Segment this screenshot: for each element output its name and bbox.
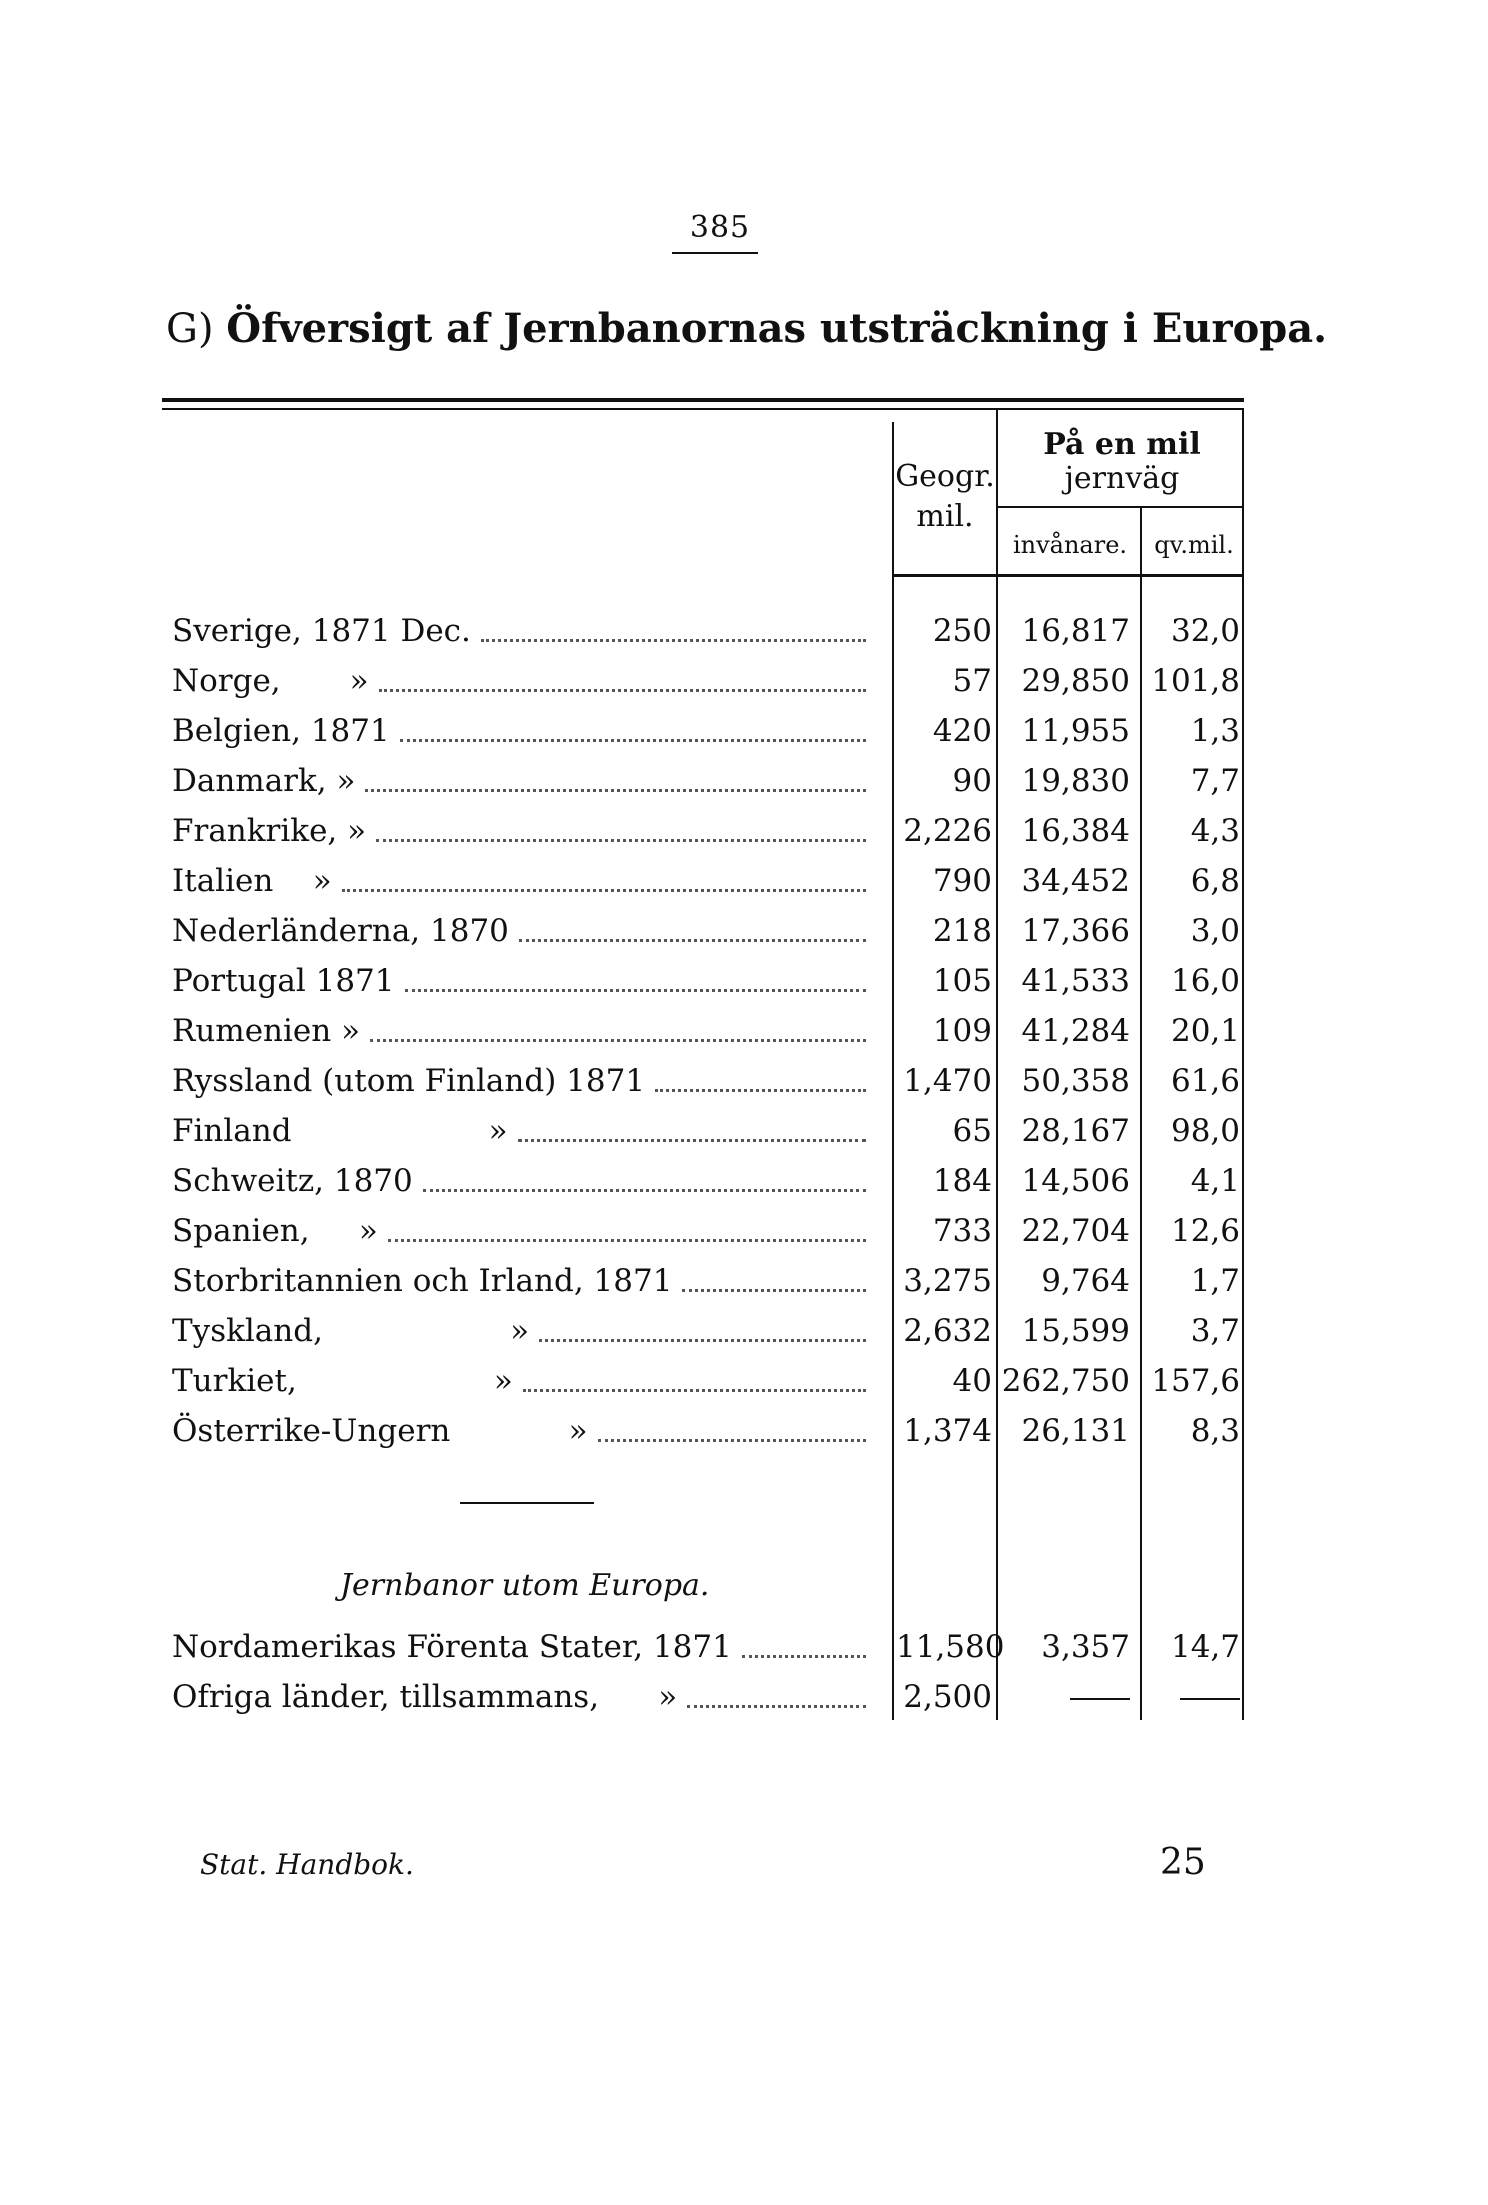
table-row bbox=[0, 906, 1488, 956]
leader-dots bbox=[370, 1039, 866, 1042]
sq-miles-value: 16,0 bbox=[1170, 963, 1240, 999]
leader-dots bbox=[379, 689, 866, 692]
sq-miles-value: 20,1 bbox=[1170, 1013, 1240, 1049]
area-value: 218 bbox=[932, 913, 992, 949]
table-row bbox=[0, 1056, 1488, 1106]
footer-source: Stat. Handbok. bbox=[200, 1848, 414, 1881]
leader-dots bbox=[682, 1289, 866, 1292]
table-row bbox=[0, 606, 1488, 656]
header-area-line1: Geogr. bbox=[895, 459, 995, 494]
leader-dots bbox=[519, 939, 866, 942]
area-value: 250 bbox=[932, 613, 992, 649]
country-name: Portugal 1871 bbox=[172, 963, 395, 999]
area-value: 2,226 bbox=[903, 813, 992, 849]
area-value: 11,580 bbox=[896, 1629, 1005, 1665]
sq-miles-value: 61,6 bbox=[1170, 1063, 1240, 1099]
country-name: Ryssland (utom Finland) 1871 bbox=[172, 1063, 646, 1099]
table-row bbox=[0, 1006, 1488, 1056]
table-row bbox=[0, 1306, 1488, 1356]
sq-miles-value: 6,8 bbox=[1190, 863, 1240, 899]
country-name: Ofriga länder, tillsammans, » bbox=[172, 1679, 678, 1715]
table-row bbox=[0, 656, 1488, 706]
header-area-line2: mil. bbox=[916, 499, 974, 534]
sq-miles-value: 4,1 bbox=[1190, 1163, 1240, 1199]
inhabitants-value: 41,284 bbox=[1021, 1013, 1130, 1049]
leader-dots bbox=[742, 1655, 866, 1658]
country-name: Finland » bbox=[172, 1113, 508, 1149]
sq-miles-value: 98,0 bbox=[1170, 1113, 1240, 1149]
area-value: 57 bbox=[952, 663, 992, 699]
inhabitants-value: 26,131 bbox=[1021, 1413, 1130, 1449]
area-value: 1,374 bbox=[903, 1413, 992, 1449]
table-row bbox=[0, 706, 1488, 756]
area-value: 65 bbox=[952, 1113, 992, 1149]
table-row bbox=[0, 1206, 1488, 1256]
leader-dots bbox=[388, 1239, 866, 1242]
leader-dots bbox=[481, 639, 866, 642]
inhabitants-value: 28,167 bbox=[1021, 1113, 1130, 1149]
country-name: Schweitz, 1870 bbox=[172, 1163, 413, 1199]
sq-miles-value: 8,3 bbox=[1190, 1413, 1240, 1449]
header-per-mile-line1: På en mil bbox=[1043, 427, 1201, 462]
inhabitants-value: 29,850 bbox=[1021, 663, 1130, 699]
header-subrule bbox=[998, 506, 1244, 508]
table-row bbox=[0, 806, 1488, 856]
inhabitants-value: 34,452 bbox=[1021, 863, 1130, 899]
inhabitants-value: 15,599 bbox=[1021, 1313, 1130, 1349]
area-value: 2,632 bbox=[903, 1313, 992, 1349]
country-name: Nordamerikas Förenta Stater, 1871 bbox=[172, 1629, 732, 1665]
top-rule-thin bbox=[162, 408, 1244, 410]
area-value: 733 bbox=[932, 1213, 992, 1249]
inhabitants-value: 9,764 bbox=[1041, 1263, 1130, 1299]
leader-dots bbox=[655, 1089, 866, 1092]
outside-europe-heading: Jernbanor utom Europa. bbox=[340, 1568, 710, 1603]
area-value: 2,500 bbox=[903, 1679, 992, 1715]
sq-miles-value: 4,3 bbox=[1190, 813, 1240, 849]
leader-dots bbox=[365, 789, 866, 792]
leader-dots bbox=[539, 1339, 866, 1342]
page-number: 385 bbox=[689, 210, 751, 245]
table-row bbox=[0, 1356, 1488, 1406]
table-row bbox=[0, 1406, 1488, 1456]
section-separator bbox=[460, 1502, 594, 1504]
footer-signature: 25 bbox=[1160, 1842, 1206, 1883]
area-value: 105 bbox=[932, 963, 992, 999]
country-name: Tyskland, » bbox=[172, 1313, 530, 1349]
country-name: Norge, » bbox=[172, 663, 369, 699]
area-value: 790 bbox=[932, 863, 992, 899]
header-bottom-rule bbox=[894, 574, 1244, 577]
header-sq-miles: qv.mil. bbox=[1154, 531, 1234, 559]
page-title bbox=[166, 305, 1327, 352]
area-value: 109 bbox=[932, 1013, 992, 1049]
sq-miles-value: 1,7 bbox=[1190, 1263, 1240, 1299]
dash-mark bbox=[1070, 1698, 1130, 1700]
table-row bbox=[0, 1256, 1488, 1306]
top-rule-thick bbox=[162, 398, 1244, 402]
country-name: Österrike-Ungern » bbox=[172, 1413, 588, 1449]
country-name: Rumenien » bbox=[172, 1013, 361, 1049]
page-number-rule bbox=[672, 252, 758, 254]
inhabitants-value: 262,750 bbox=[1001, 1363, 1130, 1399]
country-name: Spanien, » bbox=[172, 1213, 378, 1249]
header-per-mile-line2: jernväg bbox=[1064, 461, 1180, 496]
area-value: 1,470 bbox=[903, 1063, 992, 1099]
leader-dots bbox=[518, 1139, 866, 1142]
title-text: Öfversigt af Jernbanornas utsträckning i Europa. bbox=[226, 305, 1328, 352]
sq-miles-value: 157,6 bbox=[1151, 1363, 1240, 1399]
area-value: 40 bbox=[952, 1363, 992, 1399]
inhabitants-value: 19,830 bbox=[1021, 763, 1130, 799]
table-row bbox=[0, 1156, 1488, 1206]
sq-miles-value: 12,6 bbox=[1170, 1213, 1240, 1249]
inhabitants-value: 50,358 bbox=[1021, 1063, 1130, 1099]
table-row bbox=[0, 756, 1488, 806]
area-value: 184 bbox=[932, 1163, 992, 1199]
area-value: 3,275 bbox=[903, 1263, 992, 1299]
sq-miles-value: 3,7 bbox=[1190, 1313, 1240, 1349]
sq-miles-value: 101,8 bbox=[1151, 663, 1240, 699]
sq-miles-value: 7,7 bbox=[1190, 763, 1240, 799]
table-row bbox=[0, 1106, 1488, 1156]
country-name: Belgien, 1871 bbox=[172, 713, 390, 749]
area-value: 90 bbox=[952, 763, 992, 799]
country-name: Storbritannien och Irland, 1871 bbox=[172, 1263, 673, 1299]
sq-miles-value: 14,7 bbox=[1170, 1629, 1240, 1665]
inhabitants-value: 16,817 bbox=[1021, 613, 1130, 649]
inhabitants-value: 41,533 bbox=[1021, 963, 1130, 999]
inhabitants-value: 22,704 bbox=[1021, 1213, 1130, 1249]
table-row bbox=[0, 856, 1488, 906]
inhabitants-value: 11,955 bbox=[1021, 713, 1130, 749]
leader-dots bbox=[405, 989, 867, 992]
country-name: Danmark, » bbox=[172, 763, 356, 799]
inhabitants-empty bbox=[1000, 1672, 1130, 1722]
table-row bbox=[0, 1622, 1488, 1672]
leader-dots bbox=[598, 1439, 866, 1442]
inhabitants-value: 16,384 bbox=[1021, 813, 1130, 849]
inhabitants-value: 3,357 bbox=[1041, 1629, 1130, 1665]
sq-miles-value: 32,0 bbox=[1170, 613, 1240, 649]
country-name: Sverige, 1871 Dec. bbox=[172, 613, 471, 649]
leader-dots bbox=[423, 1189, 866, 1192]
leader-dots bbox=[523, 1389, 866, 1392]
leader-dots bbox=[400, 739, 866, 742]
leader-dots bbox=[342, 889, 866, 892]
inhabitants-value: 14,506 bbox=[1021, 1163, 1130, 1199]
sq-miles-empty bbox=[1148, 1672, 1240, 1722]
sq-miles-value: 3,0 bbox=[1190, 913, 1240, 949]
country-name: Nederländerna, 1870 bbox=[172, 913, 509, 949]
table-row bbox=[0, 956, 1488, 1006]
table-row bbox=[0, 1672, 1488, 1722]
leader-dots bbox=[687, 1705, 866, 1708]
header-inhabitants: invånare. bbox=[1012, 531, 1128, 559]
country-name: Turkiet, » bbox=[172, 1363, 513, 1399]
leader-dots bbox=[376, 839, 866, 842]
country-name: Frankrike, » bbox=[172, 813, 367, 849]
area-value: 420 bbox=[932, 713, 992, 749]
sq-miles-value: 1,3 bbox=[1190, 713, 1240, 749]
dash-mark bbox=[1180, 1698, 1240, 1700]
inhabitants-value: 17,366 bbox=[1021, 913, 1130, 949]
section-label: G) bbox=[166, 306, 214, 352]
country-name: Italien » bbox=[172, 863, 332, 899]
